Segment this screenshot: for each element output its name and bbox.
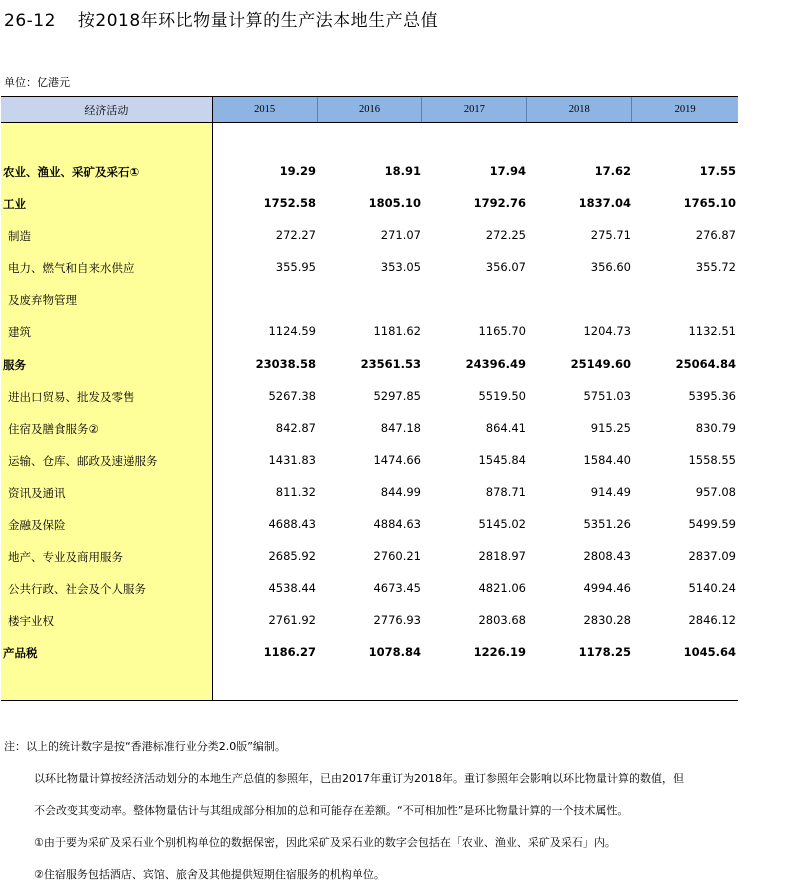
cell-value: 5519.50 <box>478 388 526 403</box>
cell-value: 1124.59 <box>268 324 316 339</box>
table-row <box>0 637 738 669</box>
cell-value: 1792.76 <box>473 196 526 211</box>
table-row <box>0 445 738 477</box>
cell-value: 4538.44 <box>268 581 316 596</box>
cell-value: 356.60 <box>590 260 631 275</box>
cell-value: 957.08 <box>695 484 736 499</box>
cell-value: 1226.19 <box>473 645 526 660</box>
row-label: 产品税 <box>3 646 38 661</box>
table-row <box>0 284 738 316</box>
table-row <box>0 509 738 541</box>
cell-value: 1558.55 <box>688 452 736 467</box>
cell-value: 355.72 <box>695 260 736 275</box>
header-year: 2019 <box>632 97 738 122</box>
row-label: 农业、渔业、采矿及采石① <box>3 165 140 179</box>
table-row <box>0 605 738 637</box>
cell-value: 25149.60 <box>570 356 631 371</box>
cell-value: 844.99 <box>380 484 421 499</box>
note-line: 不会改变其变动率。整体物量估计与其组成部分相加的总和可能存在差额。“不可相加性”是环比物量计算的一个技术属性。 <box>34 804 629 817</box>
header-activity: 经济活动 <box>1 97 213 122</box>
cell-value: 1805.10 <box>368 196 421 211</box>
cell-value: 2846.12 <box>688 613 736 628</box>
cell-value: 1204.73 <box>583 324 631 339</box>
note-line: 注：以上的统计数字是按“香港标准行业分类2.0版”编制。 <box>4 740 286 753</box>
cell-value: 1752.58 <box>263 196 316 211</box>
cell-value: 1545.84 <box>478 452 526 467</box>
cell-value: 5297.85 <box>373 388 421 403</box>
table-row <box>0 220 738 252</box>
cell-value: 5145.02 <box>478 517 526 532</box>
cell-value: 2837.09 <box>688 549 736 564</box>
cell-value: 17.55 <box>699 164 736 178</box>
note-line: ①由于要为采矿及采石业个别机构单位的数据保密，因此采矿及采石业的数字会包括在「农业、渔业、采矿及采石」内。 <box>34 836 616 849</box>
cell-value: 1132.51 <box>688 324 736 339</box>
cell-value: 19.29 <box>279 164 316 178</box>
row-label: 地产、专业及商用服务 <box>8 550 123 565</box>
row-label: 及废弃物管理 <box>8 293 77 308</box>
cell-value: 4821.06 <box>478 581 526 596</box>
cell-value: 2761.92 <box>268 613 316 628</box>
cell-value: 353.05 <box>380 260 421 275</box>
cell-value: 914.49 <box>590 484 631 499</box>
table-header <box>1 96 738 123</box>
cell-value: 4688.43 <box>268 517 316 532</box>
table-row <box>0 541 738 573</box>
cell-value: 2760.21 <box>373 549 421 564</box>
cell-value: 18.91 <box>384 164 421 178</box>
cell-value: 272.25 <box>485 228 526 243</box>
cell-value: 24396.49 <box>465 356 526 371</box>
note-line: ②住宿服务包括酒店、宾馆、旅舍及其他提供短期住宿服务的机构单位。 <box>34 868 385 881</box>
row-label: 进出口贸易、批发及零售 <box>8 389 135 404</box>
table-row <box>0 156 738 188</box>
cell-value: 2818.97 <box>478 549 526 564</box>
cell-value: 847.18 <box>380 420 421 435</box>
row-label: 资讯及通讯 <box>8 485 66 500</box>
row-label: 住宿及膳食服务② <box>8 421 99 436</box>
table-row <box>0 188 738 220</box>
cell-value: 355.95 <box>275 260 316 275</box>
gdp-table <box>0 96 738 702</box>
cell-value: 23038.58 <box>255 356 316 371</box>
cell-value: 1045.64 <box>683 645 736 660</box>
cell-value: 275.71 <box>590 228 631 243</box>
header-year: 2016 <box>318 97 423 122</box>
cell-value: 2808.43 <box>583 549 631 564</box>
cell-value: 5140.24 <box>688 581 736 596</box>
cell-value: 23561.53 <box>360 356 421 371</box>
cell-value: 25064.84 <box>675 356 736 371</box>
cell-value: 1186.27 <box>263 645 316 660</box>
table-row <box>0 316 738 348</box>
row-label: 楼宇业权 <box>8 614 54 629</box>
cell-value: 276.87 <box>695 228 736 243</box>
row-label: 电力、燃气和自来水供应 <box>8 261 135 276</box>
cell-value: 17.94 <box>489 164 526 178</box>
cell-value: 1181.62 <box>373 324 421 339</box>
table-row <box>0 477 738 509</box>
cell-value: 5751.03 <box>583 388 631 403</box>
cell-value: 1765.10 <box>683 196 736 211</box>
cell-value: 1837.04 <box>578 196 631 211</box>
cell-value: 5395.36 <box>688 388 736 403</box>
cell-value: 272.27 <box>275 228 316 243</box>
cell-value: 1431.83 <box>268 452 316 467</box>
cell-value: 2803.68 <box>478 613 526 628</box>
table-row <box>0 413 738 445</box>
table-title: 按2018年环比物量计算的生产法本地生产总值 <box>77 11 439 31</box>
note-line: 以环比物量计算按经济活动划分的本地生产总值的参照年，已由2017年重订为2018年。重订参照年会影响以环比物量计算的数值，但 <box>34 772 684 785</box>
cell-value: 271.07 <box>380 228 421 243</box>
cell-value: 830.79 <box>695 420 736 435</box>
table-number: 26-12 <box>4 11 56 31</box>
cell-value: 1178.25 <box>578 645 631 660</box>
cell-value: 356.07 <box>485 260 526 275</box>
cell-value: 17.62 <box>594 164 631 178</box>
row-label: 工业 <box>3 197 26 212</box>
header-year: 2015 <box>213 97 318 122</box>
row-label: 公共行政、社会及个人服务 <box>8 582 146 597</box>
cell-value: 878.71 <box>485 484 526 499</box>
cell-value: 5351.26 <box>583 517 631 532</box>
cell-value: 1078.84 <box>368 645 421 660</box>
cell-value: 1165.70 <box>478 324 526 339</box>
cell-value: 1474.66 <box>373 452 421 467</box>
cell-value: 842.87 <box>275 420 316 435</box>
cell-value: 864.41 <box>485 420 526 435</box>
row-label: 建筑 <box>8 325 31 340</box>
table-row <box>0 349 738 381</box>
table-body <box>0 156 738 670</box>
header-year: 2018 <box>527 97 632 122</box>
table-row <box>0 573 738 605</box>
cell-value: 811.32 <box>275 484 316 499</box>
cell-value: 5499.59 <box>688 517 736 532</box>
row-label: 运输、仓库、邮政及速递服务 <box>8 453 158 468</box>
cell-value: 4884.63 <box>373 517 421 532</box>
cell-value: 4994.46 <box>583 581 631 596</box>
page-title <box>4 6 438 31</box>
cell-value: 5267.38 <box>268 388 316 403</box>
table-row <box>0 381 738 413</box>
unit-label: 单位：亿港元 <box>4 76 70 89</box>
table-row <box>0 252 738 284</box>
header-year: 2017 <box>422 97 527 122</box>
cell-value: 915.25 <box>590 420 631 435</box>
cell-value: 1584.40 <box>583 452 631 467</box>
cell-value: 2830.28 <box>583 613 631 628</box>
table-bottom-rule <box>1 700 738 701</box>
row-label: 制造 <box>8 229 31 244</box>
cell-value: 2776.93 <box>373 613 421 628</box>
row-label: 服务 <box>3 357 26 372</box>
cell-value: 4673.45 <box>373 581 421 596</box>
row-label: 金融及保险 <box>8 518 66 533</box>
cell-value: 2685.92 <box>268 549 316 564</box>
